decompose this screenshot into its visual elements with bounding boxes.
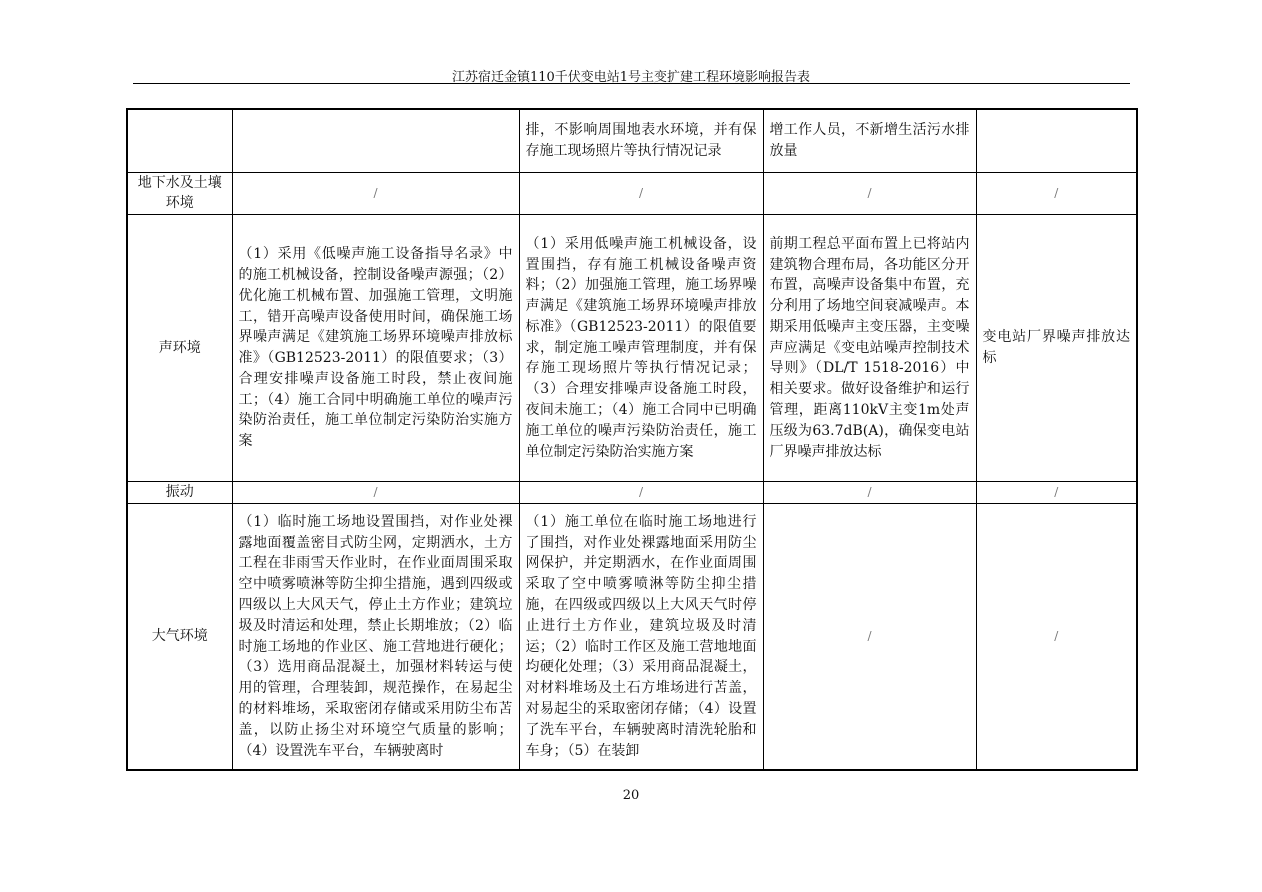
category-cell: 振动 — [127, 482, 232, 504]
category-cell: 大气环境 — [127, 503, 232, 770]
implementation-cell: 排，不影响周围地表水环境，并有保存施工现场照片等执行情况记录 — [519, 109, 763, 172]
result-cell: 变电站厂界噪声排放达标 — [976, 215, 1137, 482]
measure-cell: （1）临时施工场地设置围挡，对作业处裸露地面覆盖密目式防尘网，定期洒水，土方工程在非雨雪天作业时，在作业面周围采取空中喷雾喷淋等防尘抑尘措施，遇到四级或四级以上大风天气，停止土方作业；建筑垃圾及时清运和处理，禁止长期堆放；（2）临时施工场地的作业区、施工营地进行硬化；（3）选用商品混凝土，加强材料转运与使用的管理，合理装卸，规范操作，在易起尘的材料堆场，采取密闭存储或采用防尘布苫盖，以防止扬尘对环境空气质量的影响；（4）设置洗车平台，车辆驶离时 — [232, 503, 519, 770]
table-row — [127, 172, 1137, 215]
measure-cell: / — [232, 172, 519, 215]
measure-cell: / — [232, 482, 519, 504]
operation-measure-cell: / — [763, 482, 976, 504]
implementation-cell: （1）采用低噪声施工机械设备，设置围挡，存有施工机械设备噪声资料；（2）加强施工管理，施工场界噪声满足《建筑施工场界环境噪声排放标准》（GB12523-2011）的限值要求，制定施工噪声管理制度，并有保存施工现场照片等执行情况记录；（3）合理安排噪声设备施工时段，夜间未施工；（4）施工合同中已明确施工单位的噪声污染防治责任，施工单位制定污染防治实施方案 — [519, 215, 763, 482]
table-row — [127, 109, 1137, 172]
result-cell: / — [976, 482, 1137, 504]
document-header-title: 江苏宿迁金镇110千伏变电站1号主变扩建工程环境影响报告表 — [451, 70, 811, 85]
operation-measure-cell: / — [763, 503, 976, 770]
operation-measure-cell: 增工作人员，不新增生活污水排放量 — [763, 109, 976, 172]
result-cell: / — [976, 503, 1137, 770]
implementation-cell: / — [519, 172, 763, 215]
table-row — [127, 503, 1137, 770]
measure-cell — [232, 109, 519, 172]
table-row — [127, 482, 1137, 504]
measure-cell: （1）采用《低噪声施工设备指导名录》中的施工机械设备，控制设备噪声源强；（2）优化施工机械布置、加强施工管理，文明施工，错开高噪声设备使用时间，确保施工场界噪声满足《建筑施工场界环境噪声排放标准》（GB12523-2011）的限值要求；（3）合理安排噪声设备施工时段，禁止夜间施工；（4）施工合同中明确施工单位的噪声污染防治责任，施工单位制定污染防治实施方案 — [232, 215, 519, 482]
header-rule — [133, 83, 1130, 84]
category-cell — [127, 109, 232, 172]
result-cell — [976, 109, 1137, 172]
measures-table — [126, 108, 1138, 771]
page-number: 20 — [622, 788, 640, 803]
result-cell: / — [976, 172, 1137, 215]
table-row — [127, 215, 1137, 482]
implementation-cell: / — [519, 482, 763, 504]
implementation-cell: （1）施工单位在临时施工场地进行了围挡，对作业处裸露地面采用防尘网保护，并定期洒水，在作业面周围采取了空中喷雾喷淋等防尘抑尘措施，在四级或四级以上大风天气时停止进行土方作业，建筑垃圾及时清运；（2）临时工作区及施工营地地面均硬化处理；（3）采用商品混凝土，对材料堆场及土石方堆场进行苫盖，对易起尘的采取密闭存储；（4）设置了洗车平台，车辆驶离时清洗轮胎和车身；（5）在装卸 — [519, 503, 763, 770]
operation-measure-cell: / — [763, 172, 976, 215]
operation-measure-cell: 前期工程总平面布置上已将站内建筑物合理布局，各功能区分开布置，高噪声设备集中布置，充分利用了场地空间衰减噪声。本期采用低噪声主变压器，主变噪声应满足《变电站噪声控制技术导则》（DL/T 1518-2016）中相关要求。做好设备维护和运行管理，距离110kV主变1m处声压级为63.7dB(A)，确保变电站厂界噪声排放达标 — [763, 215, 976, 482]
category-cell: 地下水及土壤环境 — [127, 172, 232, 215]
category-cell: 声环境 — [127, 215, 232, 482]
